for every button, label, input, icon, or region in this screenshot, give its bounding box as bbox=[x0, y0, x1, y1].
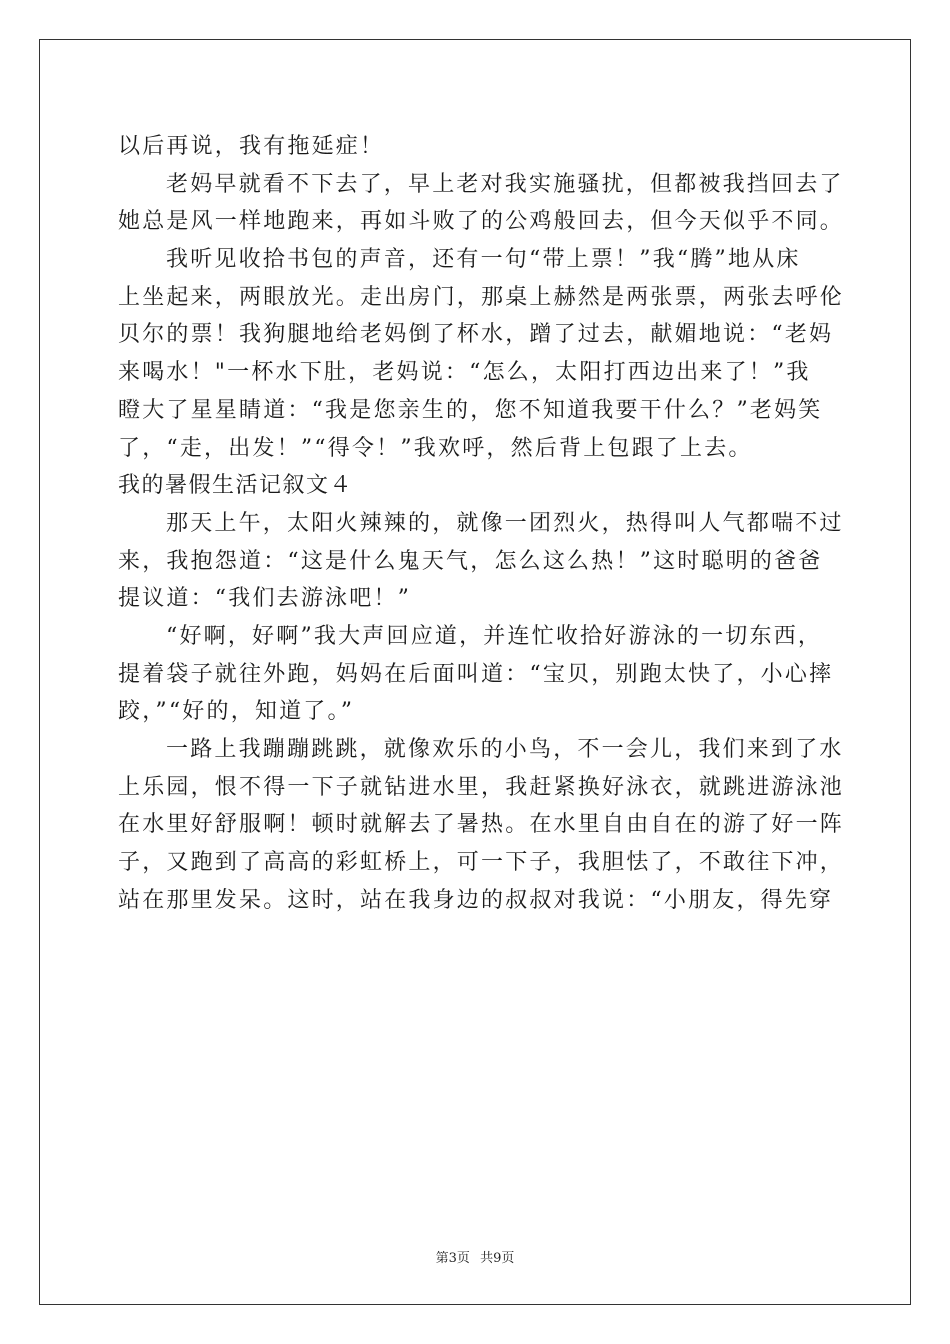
text-line: 老妈早就看不下去了，早上老对我实施骚扰，但都被我挡回去了 bbox=[166, 171, 844, 197]
paragraph bbox=[118, 128, 838, 166]
text-line: 在水里好舒服啊！顿时就解去了暑热。在水里自由自在的游了好一阵 bbox=[118, 812, 845, 838]
text-line: 提议道：“我们去游泳吧！” bbox=[118, 586, 412, 612]
document-body bbox=[118, 128, 845, 919]
text-line: 站在那里发呆。这时，站在我身边的叔叔对我说：“小朋友，得先穿 bbox=[118, 887, 834, 913]
text-line: 贝尔的票！我狗腿地给老妈倒了杯水，蹭了过去，献媚地说：“老妈 bbox=[118, 322, 834, 348]
text-line: 瞪大了星星睛道：“我是您亲生的，您不知道我要干什么？”老妈笑 bbox=[118, 397, 823, 423]
text-line: 来，我抱怨道：“这是什么鬼天气，怎么这么热！”这时聪明的爸爸 bbox=[118, 548, 823, 574]
text-line: 上乐园，恨不得一下子就钻进水里，我赶紧换好泳衣，就跳进游泳池 bbox=[118, 774, 845, 800]
text-line: 上坐起来，两眼放光。走出房门，那桌上赫然是两张票，两张去呼伦 bbox=[118, 284, 845, 310]
section-heading: 我的暑假生活记叙文４ bbox=[118, 473, 354, 499]
text-line: 以后再说，我有拖延症！ bbox=[118, 134, 385, 159]
page-number: 第3页 bbox=[435, 1251, 470, 1266]
paragraph bbox=[118, 618, 838, 731]
paragraph bbox=[118, 505, 844, 618]
text-line: 跤，”“好的，知道了。” bbox=[118, 699, 355, 725]
text-line: 她总是风一样地跑来，再如斗败了的公鸡般回去，但今天似乎不同。 bbox=[118, 209, 845, 235]
page-total: 共9页 bbox=[480, 1251, 515, 1266]
text-line: “好啊，好啊”我大声回应道，并连忙收拾好游泳的一切东西， bbox=[166, 623, 823, 649]
paragraph bbox=[118, 731, 845, 919]
paragraph bbox=[118, 166, 845, 241]
text-line: 子，又跑到了高高的彩虹桥上，可一下子，我胆怯了，不敢往下冲， bbox=[118, 850, 845, 876]
paragraph bbox=[118, 241, 845, 467]
page-footer bbox=[0, 1247, 950, 1266]
text-line: 提着袋子就往外跑，妈妈在后面叫道：“宝贝，别跑太快了，小心摔 bbox=[118, 661, 834, 687]
text-line: 一路上我蹦蹦跳跳，就像欢乐的小鸟，不一会儿，我们来到了水 bbox=[166, 737, 844, 762]
text-line: 我听见收拾书包的声音，还有一句“带上票！”我“腾”地从床 bbox=[166, 247, 801, 273]
text-line: 了，“走，出发！”“得令！”我欢呼，然后背上包跟了上去。 bbox=[118, 435, 753, 461]
text-line: 来喝水！"一杯水下肚，老妈说：“怎么，太阳打西边出来了！”我 bbox=[118, 360, 811, 386]
text-line: 那天上午，太阳火辣辣的，就像一团烈火，热得叫人气都喘不过 bbox=[166, 510, 844, 536]
